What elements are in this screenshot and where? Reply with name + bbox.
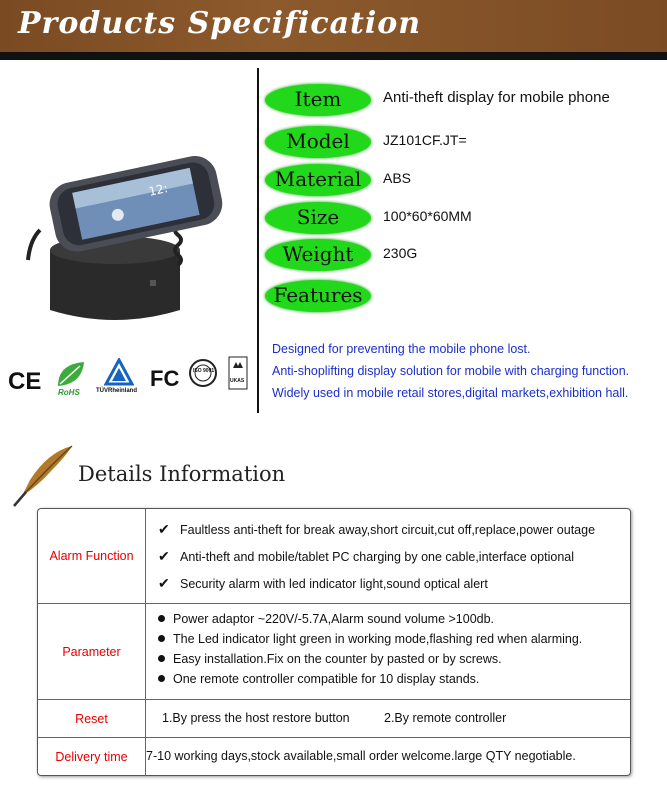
spec-label: Features xyxy=(265,280,371,312)
spec-label: Material xyxy=(265,164,371,196)
reset-option-1: 1.By press the host restore button xyxy=(162,711,350,725)
vertical-divider xyxy=(257,68,259,413)
item-text: Security alarm with led indicator light,sound optical alert xyxy=(180,577,488,591)
spec-value: 230G xyxy=(383,245,418,261)
list-item xyxy=(158,632,582,646)
spec-row-item xyxy=(265,84,665,116)
bullet-icon xyxy=(158,655,165,662)
list-item xyxy=(158,575,488,592)
spec-value: JZ101CF.JT= xyxy=(383,132,467,148)
spec-row-model xyxy=(265,126,665,158)
tuv-triangle-icon xyxy=(104,358,134,391)
ce-logo: CE xyxy=(8,368,42,395)
item-text: Easy installation.Fix on the counter by pasted or by screws. xyxy=(173,652,502,666)
spec-row-features xyxy=(265,280,665,312)
spec-row-material xyxy=(265,164,665,196)
delivery-text: 7-10 working days,stock available,small order welcome.large QTY negotiable. xyxy=(146,749,576,763)
spec-label: Item xyxy=(265,84,371,116)
list-item xyxy=(158,612,494,626)
details-table xyxy=(37,508,631,776)
row-label: Parameter xyxy=(38,604,146,699)
list-item xyxy=(158,521,595,538)
table-row-alarm xyxy=(38,509,630,604)
table-row-reset xyxy=(38,700,630,738)
spec-label: Weight xyxy=(265,239,371,271)
spec-label: Size xyxy=(265,202,371,234)
checkmark-icon: ✔ xyxy=(158,575,170,591)
spec-value: 100*60*60MM xyxy=(383,208,472,224)
spec-label: Model xyxy=(265,126,371,158)
checkmark-icon: ✔ xyxy=(158,548,170,564)
bullet-icon xyxy=(158,615,165,622)
row-content xyxy=(158,700,628,737)
features-list xyxy=(272,338,662,404)
row-label: Alarm Function xyxy=(38,509,146,603)
bullet-icon xyxy=(158,675,165,682)
rohs-logo: RoHS xyxy=(58,388,80,397)
item-text: The Led indicator light green in working mode,flashing red when alarming. xyxy=(173,632,583,646)
checkmark-icon: ✔ xyxy=(158,521,170,537)
ukas-logo: UKAS xyxy=(230,378,245,384)
table-row-delivery xyxy=(38,738,630,776)
item-text: One remote controller compatible for 10 display stands. xyxy=(173,672,480,686)
list-item xyxy=(158,652,502,666)
row-label: Reset xyxy=(38,700,146,737)
tuv-logo: TÜVRheinland xyxy=(96,388,138,394)
details-title: Details Information xyxy=(78,462,286,486)
banner-divider xyxy=(0,52,667,60)
list-item xyxy=(158,548,574,565)
feature-line: Widely used in mobile retail stores,digital markets,exhibition hall. xyxy=(272,386,629,400)
item-text: Faultless anti-theft for break away,short circuit,cut off,replace,power outage xyxy=(180,523,596,537)
spec-value: ABS xyxy=(383,170,412,186)
row-label: Delivery time xyxy=(38,738,146,776)
spec-row-size xyxy=(265,202,665,234)
row-content xyxy=(158,509,628,603)
fc-logo: FC xyxy=(150,366,180,391)
table-row-parameter xyxy=(38,604,630,700)
iso-seal-icon xyxy=(188,358,218,393)
ukas-crown-icon xyxy=(228,356,248,395)
certification-logos xyxy=(8,356,248,404)
item-text: Anti-theft and mobile/tablet PC charging by one cable,interface optional xyxy=(180,550,574,564)
iso-logo: ISO 9001 xyxy=(193,368,215,374)
feature-line: Designed for preventing the mobile phone lost. xyxy=(272,342,531,356)
header-banner xyxy=(0,0,667,52)
row-content xyxy=(158,604,628,699)
feature-line: Anti-shoplifting display solution for mobile with charging function. xyxy=(272,364,630,378)
svg-text:12:: 12: xyxy=(147,181,170,199)
list-item xyxy=(158,672,479,686)
bullet-icon xyxy=(158,635,165,642)
product-image xyxy=(20,120,245,345)
spec-value: Anti-theft display for mobile phone xyxy=(383,89,610,106)
reset-option-2: 2.By remote controller xyxy=(384,711,507,725)
row-content xyxy=(146,738,628,776)
quill-pen-icon xyxy=(8,440,78,510)
spec-row-weight xyxy=(265,239,665,271)
item-text: Power adaptor ~220V/-5.7A,Alarm sound volume >100db. xyxy=(173,612,495,626)
banner-title: Products Specification xyxy=(18,6,422,41)
